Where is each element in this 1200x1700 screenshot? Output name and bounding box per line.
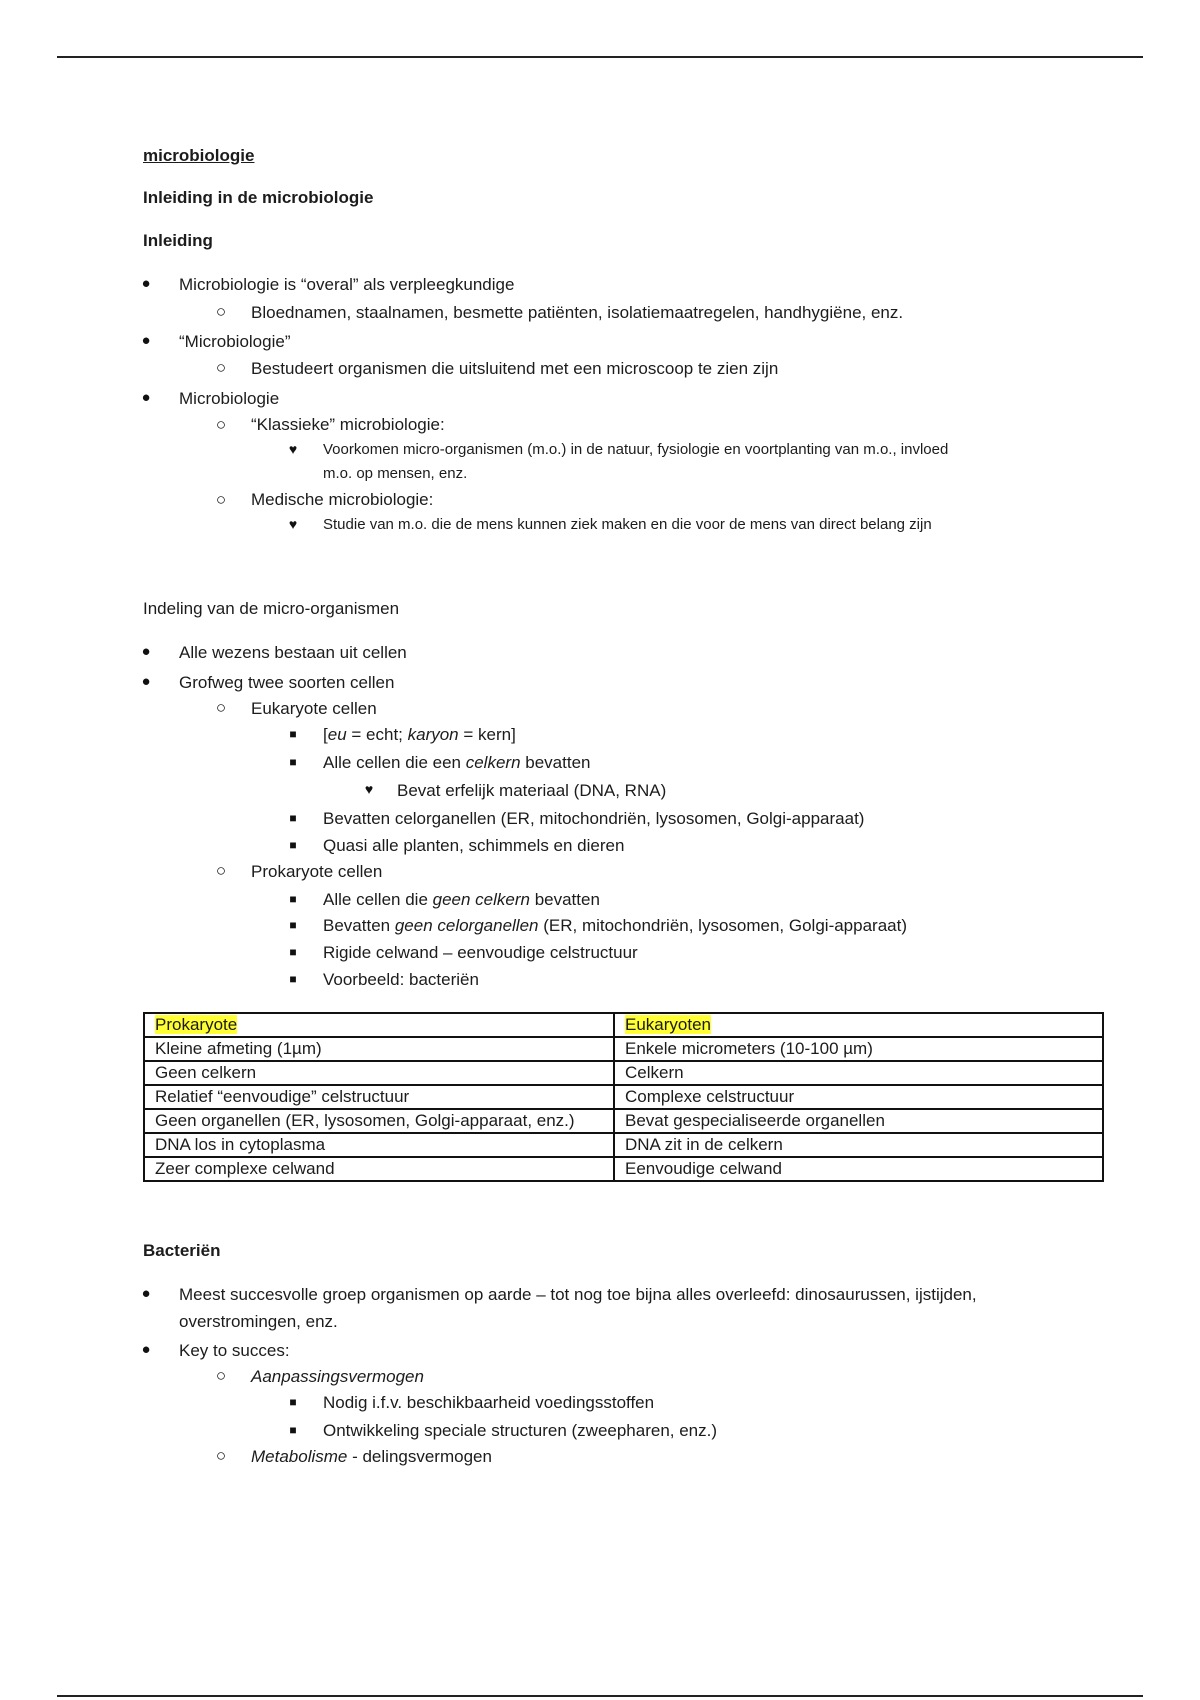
list-item: Medische microbiologie: (251, 490, 434, 509)
list-item: Alle cellen die een celkern bevatten (323, 753, 591, 772)
document-title: microbiologie (143, 146, 255, 165)
heart-bullet-icon: ♥ (288, 441, 298, 457)
square-bullet-icon: ■ (289, 727, 297, 741)
list-item: Voorkomen micro-organismen (m.o.) in de natuur, fysiologie en voortplanting van m.o., invloed (323, 441, 949, 458)
table-row (144, 1037, 1103, 1061)
list-item: Quasi alle planten, schimmels en dieren (323, 836, 625, 855)
table-row (144, 1157, 1103, 1181)
list-item: Grofweg twee soorten cellen (179, 673, 395, 692)
square-bullet-icon: ■ (289, 838, 297, 852)
table-cell: Kleine afmeting (1µm) (144, 1037, 614, 1061)
table-cell: DNA zit in de celkern (614, 1133, 1103, 1157)
bullet-icon: ● (141, 275, 151, 292)
list-item: Nodig i.f.v. beschikbaarheid voedingsstoffen (323, 1393, 655, 1412)
bullet-icon: ● (141, 1285, 151, 1302)
subheading-inleiding: Inleiding (143, 231, 213, 250)
table-row (144, 1061, 1103, 1085)
list-item: Key to succes: (179, 1341, 290, 1360)
list-item: Bevatten celorganellen (ER, mitochondriën, lysosomen, Golgi-apparaat) (323, 809, 865, 828)
list-item: Rigide celwand – eenvoudige celstructuur (323, 943, 638, 962)
circle-bullet-icon: ○ (215, 698, 227, 717)
circle-bullet-icon: ○ (215, 1366, 227, 1385)
table-cell: Geen celkern (144, 1061, 614, 1085)
list-item: Studie van m.o. die de mens kunnen ziek maken en die voor de mens van direct belang zijn (323, 516, 932, 533)
list-item: Voorbeeld: bacteriën (323, 970, 479, 989)
bullet-icon: ● (141, 673, 151, 690)
square-bullet-icon: ■ (289, 892, 297, 906)
list-item: Eukaryote cellen (251, 699, 377, 718)
square-bullet-icon: ■ (289, 945, 297, 959)
section-heading-inleiding-microbiologie: Inleiding in de microbiologie (143, 188, 374, 207)
circle-bullet-icon: ○ (215, 490, 227, 509)
list-item: Aanpassingsvermogen (251, 1367, 424, 1386)
square-bullet-icon: ■ (289, 755, 297, 769)
square-bullet-icon: ■ (289, 1423, 297, 1437)
table-row (144, 1109, 1103, 1133)
table-cell: Geen organellen (ER, lysosomen, Golgi-apparaat, enz.) (144, 1109, 614, 1133)
heart-bullet-icon: ♥ (288, 516, 298, 532)
section-heading-bacterien: Bacteriën (143, 1241, 221, 1260)
footer-rule (57, 1695, 1143, 1697)
table-cell: Enkele micrometers (10-100 µm) (614, 1037, 1103, 1061)
circle-bullet-icon: ○ (215, 358, 227, 377)
bullet-icon: ● (141, 643, 151, 660)
square-bullet-icon: ■ (289, 972, 297, 986)
table-row (144, 1133, 1103, 1157)
list-item: Meest succesvolle groep organismen op aarde – tot nog toe bijna alles overleefd: dinosaurussen, ijstijden, (179, 1285, 977, 1304)
table-cell: Zeer complexe celwand (144, 1157, 614, 1181)
list-item-continuation: m.o. op mensen, enz. (323, 465, 468, 482)
list-item: Microbiologie (179, 389, 280, 408)
circle-bullet-icon: ○ (215, 302, 227, 321)
list-item: Bevat erfelijk materiaal (DNA, RNA) (397, 781, 667, 800)
table-cell: Complexe celstructuur (614, 1085, 1103, 1109)
table-header-row (144, 1013, 1103, 1037)
list-item: Metabolisme - delingsvermogen (251, 1447, 492, 1466)
circle-bullet-icon: ○ (215, 861, 227, 880)
list-item-continuation: overstromingen, enz. (179, 1312, 338, 1331)
table-cell: Relatief “eenvoudige” celstructuur (144, 1085, 614, 1109)
table-cell: DNA los in cytoplasma (144, 1133, 614, 1157)
list-item: Bestudeert organismen die uitsluitend met een microscoop te zien zijn (251, 359, 779, 378)
list-item: Alle cellen die geen celkern bevatten (323, 890, 600, 909)
table-cell: Bevat gespecialiseerde organellen (614, 1109, 1103, 1133)
header-rule (57, 56, 1143, 58)
circle-bullet-icon: ○ (215, 1446, 227, 1465)
list-item: Microbiologie is “overal” als verpleegkundige (179, 275, 515, 294)
list-item: Bevatten geen celorganellen (ER, mitochondriën, lysosomen, Golgi-apparaat) (323, 916, 907, 935)
square-bullet-icon: ■ (289, 811, 297, 825)
bullet-icon: ● (141, 389, 151, 406)
bullet-icon: ● (141, 1341, 151, 1358)
bullet-icon: ● (141, 332, 151, 349)
square-bullet-icon: ■ (289, 918, 297, 932)
table-cell: Eenvoudige celwand (614, 1157, 1103, 1181)
comparison-table (143, 1012, 1104, 1182)
heart-bullet-icon: ♥ (364, 781, 374, 797)
list-item: Alle wezens bestaan uit cellen (179, 643, 407, 662)
list-item: “Microbiologie” (179, 332, 291, 351)
table-cell: Celkern (614, 1061, 1103, 1085)
section-heading-indeling: Indeling van de micro-organismen (143, 599, 400, 618)
table-header-cell: Eukaryoten (614, 1013, 1103, 1037)
table-row (144, 1085, 1103, 1109)
list-item: Ontwikkeling speciale structuren (zweepharen, enz.) (323, 1421, 718, 1440)
list-item: Prokaryote cellen (251, 862, 383, 881)
list-item: Bloednamen, staalnamen, besmette patiënten, isolatiemaatregelen, handhygiëne, enz. (251, 303, 904, 322)
table-header-cell: Prokaryote (144, 1013, 614, 1037)
list-item: “Klassieke” microbiologie: (251, 415, 445, 434)
circle-bullet-icon: ○ (215, 415, 227, 434)
list-item: [eu = echt; karyon = kern] (323, 725, 516, 744)
square-bullet-icon: ■ (289, 1395, 297, 1409)
